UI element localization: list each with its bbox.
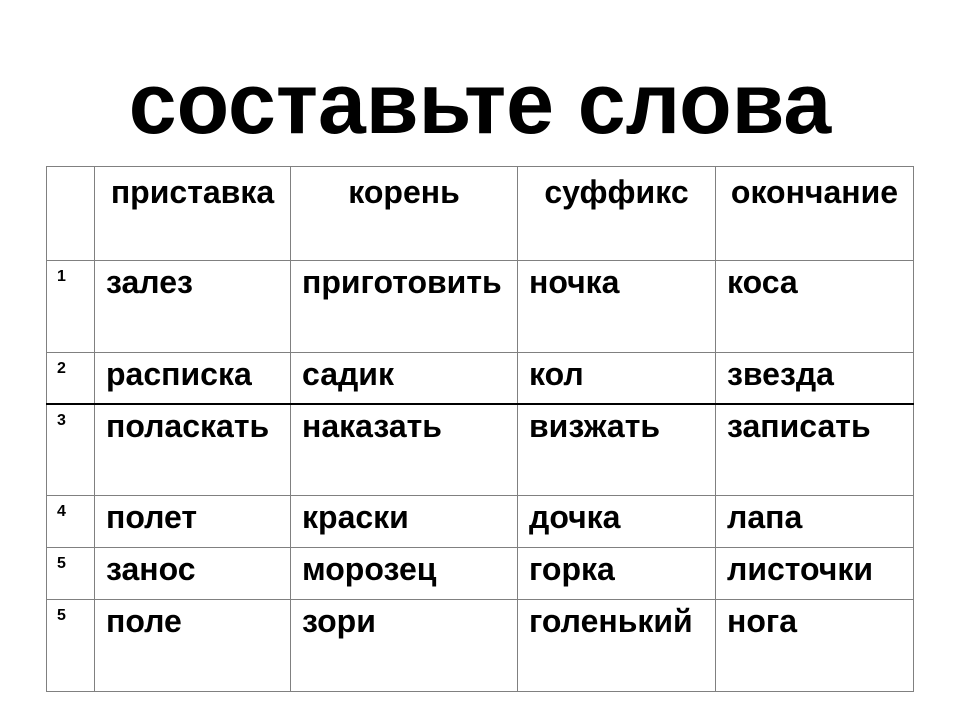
word-cell: дочка — [518, 496, 716, 548]
word-cell: наказать — [291, 404, 518, 496]
word-cell: записать — [716, 404, 914, 496]
word-cell: ночка — [518, 261, 716, 353]
header-prefix: приставка — [95, 167, 291, 261]
header-root: корень — [291, 167, 518, 261]
row-number: 3 — [47, 404, 95, 496]
header-corner-cell — [47, 167, 95, 261]
word-table — [46, 166, 914, 692]
word-cell: визжать — [518, 404, 716, 496]
word-cell: звезда — [716, 353, 914, 404]
row-number: 2 — [47, 353, 95, 404]
row-number: 5 — [47, 548, 95, 600]
word-cell: лапа — [716, 496, 914, 548]
word-cell: поласкать — [95, 404, 291, 496]
word-cell: зори — [291, 600, 518, 692]
row-number: 5 — [47, 600, 95, 692]
word-cell: расписка — [95, 353, 291, 404]
word-cell: листочки — [716, 548, 914, 600]
word-cell: кол — [518, 353, 716, 404]
word-cell: горка — [518, 548, 716, 600]
table-row — [47, 261, 914, 353]
word-cell: голенький — [518, 600, 716, 692]
word-cell: краски — [291, 496, 518, 548]
word-cell: нога — [716, 600, 914, 692]
row-number: 1 — [47, 261, 95, 353]
header-suffix: суффикс — [518, 167, 716, 261]
word-cell: садик — [291, 353, 518, 404]
table-row — [47, 496, 914, 548]
word-cell: занос — [95, 548, 291, 600]
table-header-row — [47, 167, 914, 261]
row-number: 4 — [47, 496, 95, 548]
word-cell: коса — [716, 261, 914, 353]
table-row — [47, 404, 914, 496]
word-cell: полет — [95, 496, 291, 548]
word-cell: поле — [95, 600, 291, 692]
word-cell: залез — [95, 261, 291, 353]
table-row — [47, 548, 914, 600]
table-row — [47, 600, 914, 692]
page-title: составьте слова — [128, 56, 832, 152]
word-cell: морозец — [291, 548, 518, 600]
word-cell: приготовить — [291, 261, 518, 353]
table-row — [47, 353, 914, 404]
header-ending: окончание — [716, 167, 914, 261]
